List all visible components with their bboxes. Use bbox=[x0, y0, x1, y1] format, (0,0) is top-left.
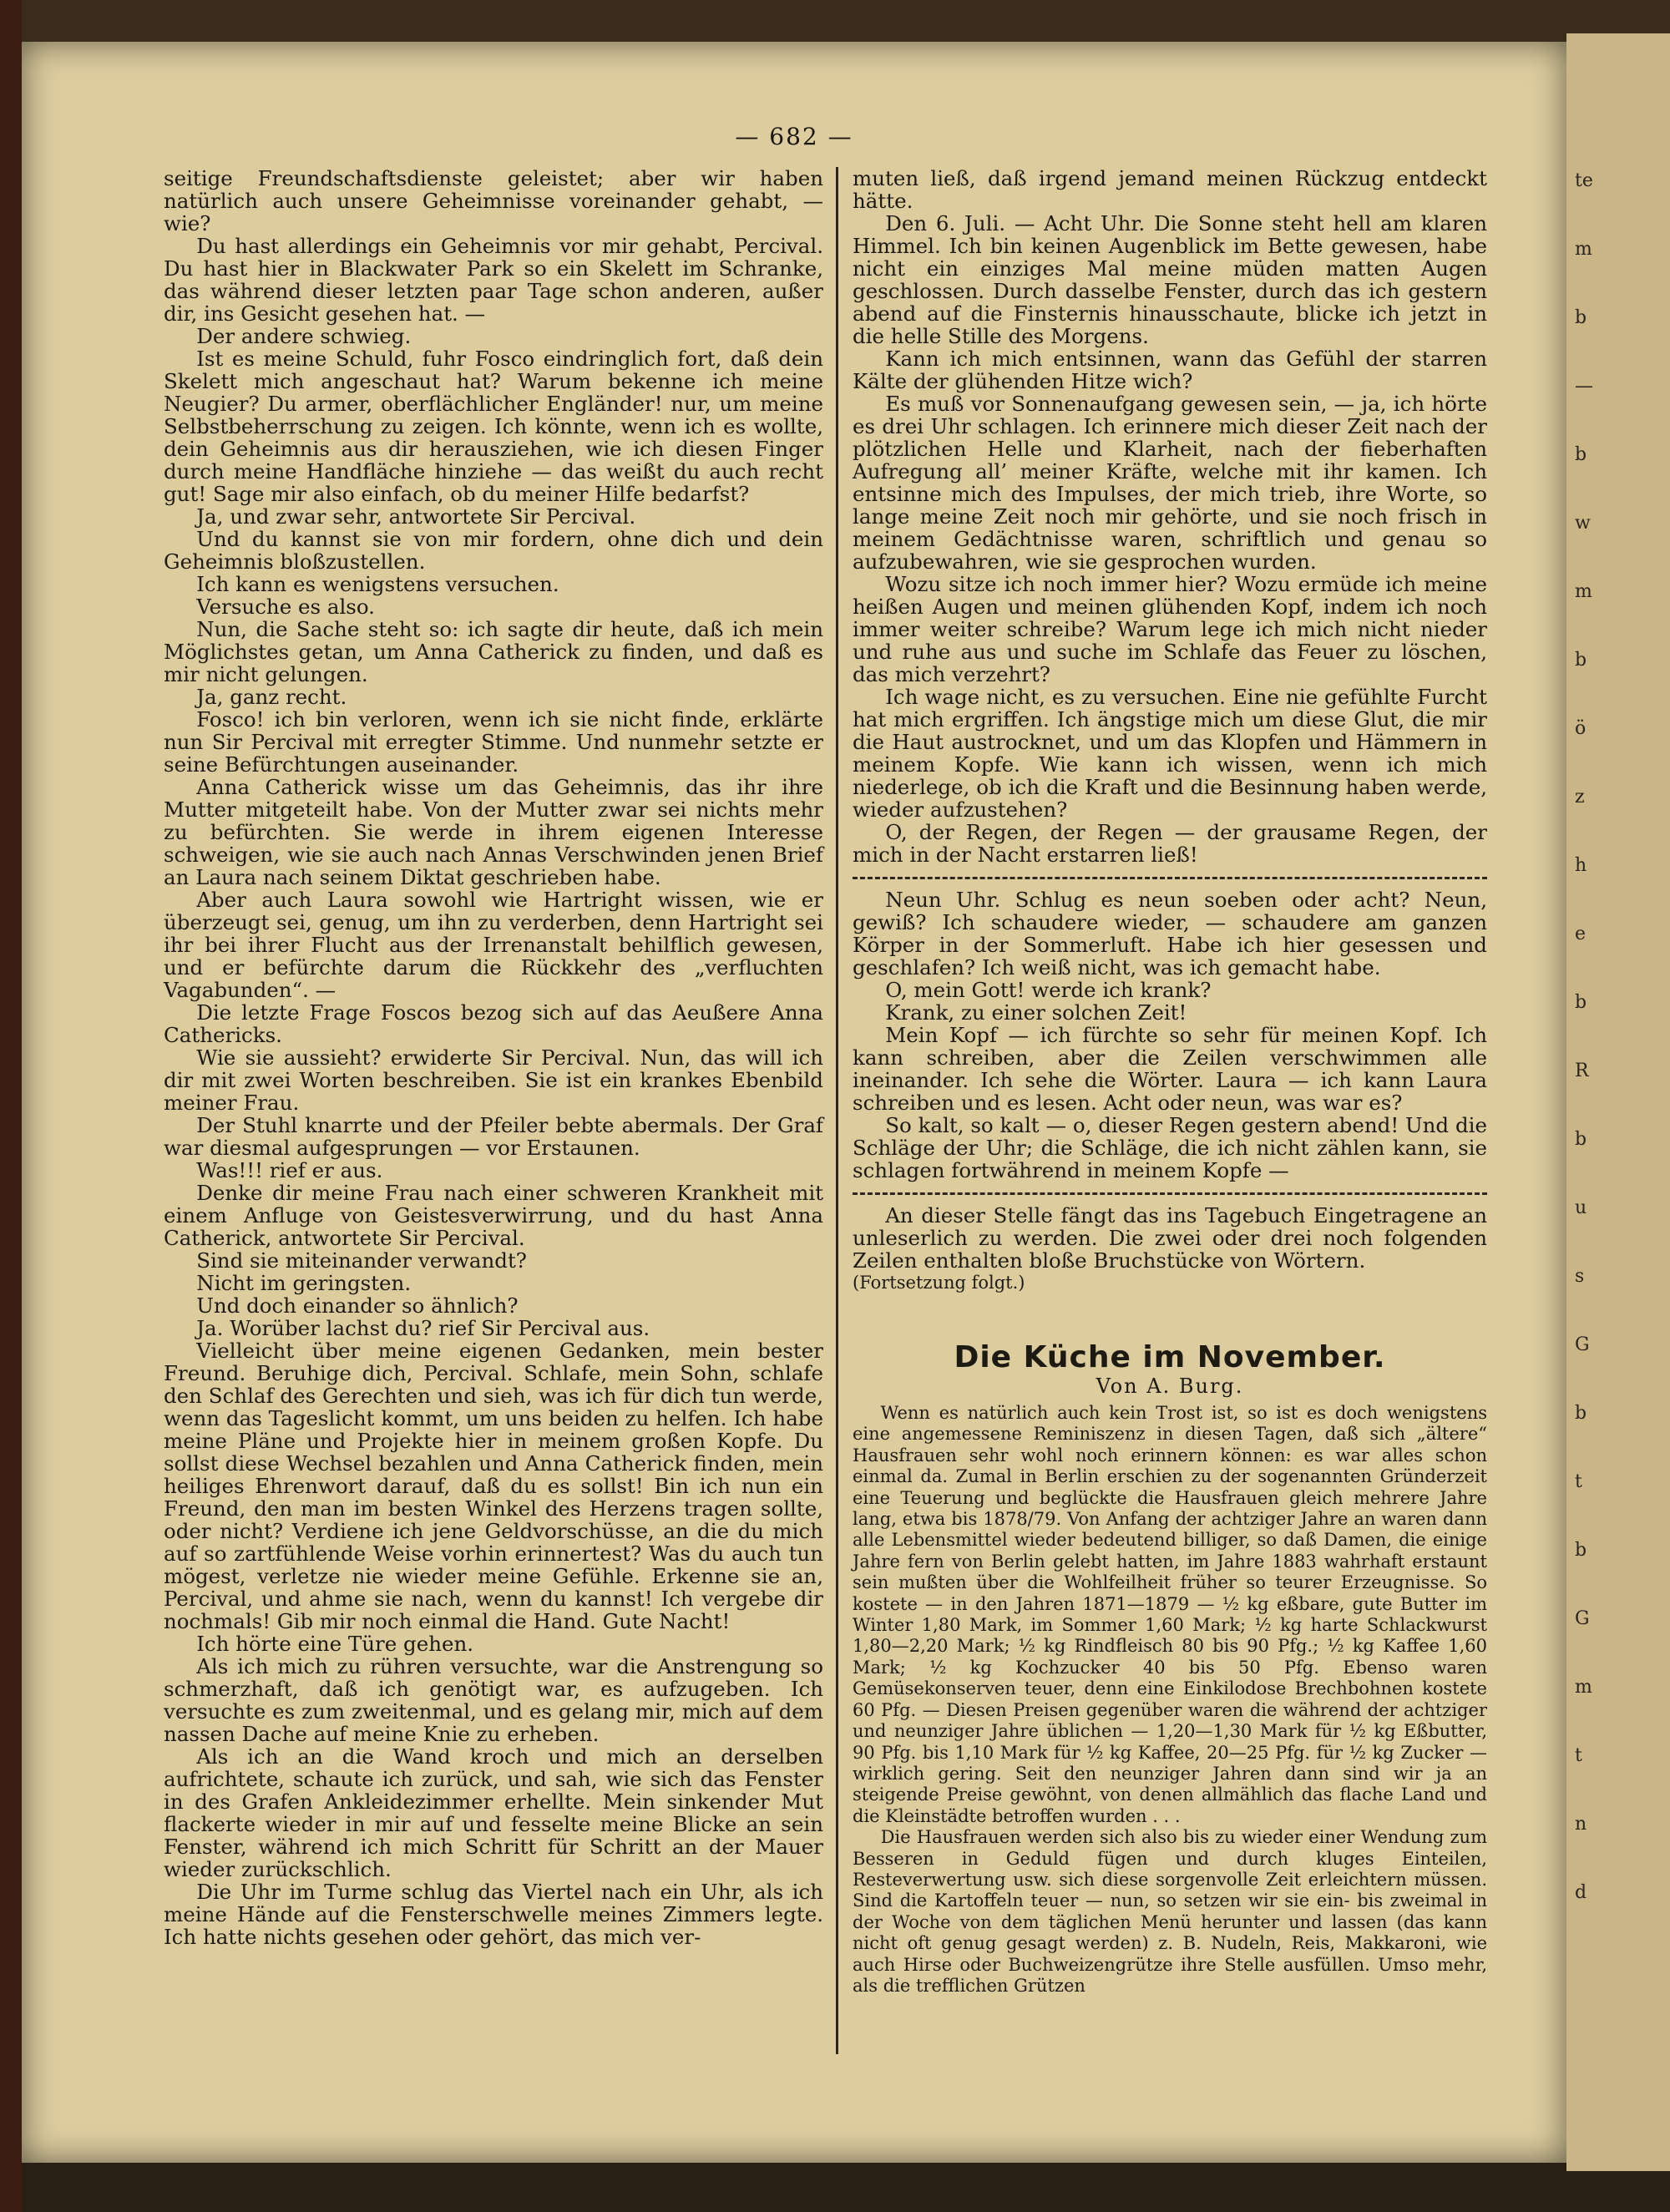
adjacent-page-fragment: z bbox=[1575, 787, 1585, 807]
paragraph: Krank, zu einer solchen Zeit! bbox=[885, 1000, 1187, 1025]
paragraph: muten ließ, daß irgend jemand meinen Rückzug entdeckt hätte. bbox=[853, 166, 1487, 213]
adjacent-page-fragment: — bbox=[1575, 376, 1593, 397]
paragraph: Die Uhr im Turme schlug das Viertel nach ein Uhr, als ich meine Hände auf die Fensterschwelle meines Zimmers legte. Ich hatte nichts gesehen oder gehört, das mich ver- bbox=[164, 1880, 823, 1949]
paragraph: Ich wage nicht, es zu versuchen. Eine nie gefühlte Furcht hat mich ergriffen. Ich ängstige mich um diese Glut, die mir die Haut austrocknet, und um das Klopfen und Hämmern in meinem Kopfe. Wie kann ich wissen, wenn ich mich niederlege, ob ich die Kraft und die Besinnung haben werde, wieder aufzustehen? bbox=[853, 685, 1487, 822]
adjacent-page-fragment: h bbox=[1575, 855, 1587, 876]
page-number: — 682 — bbox=[735, 123, 853, 150]
paragraph: Du hast allerdings ein Geheimnis vor mir gehabt, Percival. Du hast hier in Blackwater Park so ein Skelett im Schranke, das während dieser letzten paar Tage schon anderen, außer dir, ins Gesicht gesehen hat. — bbox=[164, 234, 823, 326]
adjacent-page-fragment: t bbox=[1575, 1471, 1582, 1492]
paragraph: Und du kannst sie von mir fordern, ohne dich und dein Geheimnis bloßzustellen. bbox=[164, 527, 823, 574]
adjacent-page-fragment: b bbox=[1575, 1129, 1587, 1150]
paragraph: Den 6. Juli. — Acht Uhr. Die Sonne steht hell am klaren Himmel. Ich bin keinen Augenblick im Bette gewesen, habe nicht ein einziges Mal meine müden matten Augen geschlossen. Durch dasselbe Fenster, durch das ich gestern abend auf die Finsternis hinausschaute, blicke ich jetzt in die helle Stille des Morgens. bbox=[853, 211, 1487, 348]
paragraph: Als ich mich zu rühren versuchte, war die Anstrengung so schmerzhaft, daß ich genötigt war, es aufzugeben. Ich versuchte es zum zweitenmal, und es gelang mir, mich auf dem nassen Dache auf meine Knie zu erheben. bbox=[164, 1654, 823, 1746]
adjacent-page-fragment: s bbox=[1575, 1266, 1585, 1287]
paragraph: So kalt, so kalt — o, dieser Regen gestern abend! Und die Schläge der Uhr; die Schläge, die ich nicht zählen kann, sie schlagen fortwährend in meinem Kopfe — bbox=[853, 1113, 1487, 1182]
paragraph: An dieser Stelle fängt das ins Tagebuch Eingetragene an unleserlich zu werden. Die zwei oder drei noch folgenden Zeilen enthalten bloße Bruchstücke von Wörtern. bbox=[853, 1203, 1487, 1273]
adjacent-page-fragment: b bbox=[1575, 992, 1587, 1013]
novel-continuation bbox=[853, 167, 1487, 1272]
paragraph: Als ich an die Wand kroch und mich an derselben aufrichtete, schaute ich zurück, und sah, wie sich das Fenster in des Grafen Ankleidezimmer erhellte. Mein sinkender Mut flackerte wieder in mir auf und fesselte meine Blicke an sein Fenster, während ich mich Schritt für Schritt an der Mauer wieder zurückschlich. bbox=[164, 1744, 823, 1881]
adjacent-page-fragment: n bbox=[1575, 1814, 1587, 1835]
article-paragraph: Wenn es natürlich auch kein Trost ist, so ist es doch wenigstens eine angemessene Reminiszenz in diesen Tagen, daß sich „ältere“ Hausfrauen sehr wohl noch erinnern können: es war alles schon einmal da. Zumal in Berlin erschien zu der sogenannten Gründerzeit eine Teuerung und beglückte die Hausfrauen gleich mehrere Jahre lang, etwa bis 1878/79. Von Anfang der achtziger Jahre an waren dann alle Lebensmittel wieder bedeutend billiger, so daß Damen, die einige Jahre fern von Berlin gelebt hatten, im Jahre 1883 wahrhaft erstaunt sein mußten über die Wohlfeilheit früher so teurer Erzeugnisse. So kostete — in den Jahren 1871—1879 — ½ kg eßbare, gute Butter im Winter 1,80 Mark, im Sommer 1,60 Mark; ½ kg harte Schlackwurst 1,80—2,20 Mark; ½ kg Rindfleisch 80 bis 90 Pfg.; ½ kg Kaffee 1,60 Mark; ½ kg Kochzucker 40 bis 50 Pfg. Ebenso waren Gemüsekonserven teuer, denn eine Einkilodose Brechbohnen kostete 60 Pfg. — Diesen Preisen gegenüber waren die während der achtziger und neunziger Jahre üblichen — 1,20—1,30 Mark für ½ kg Eßbutter, 90 Pfg. bis 1,10 Mark für ½ kg Kaffee, 20—25 Pfg. für ½ kg Zucker — wirklich gering. Seit den neunziger Jahren dann sind wir ja an steigende Preise gewöhnt, von denen allmählich das flache Land und die Kleinstädte betroffen wurden . . . bbox=[853, 1403, 1487, 1826]
paragraph: O, mein Gott! werde ich krank? bbox=[885, 978, 1212, 1002]
paragraph: Der Stuhl knarrte und der Pfeiler bebte abermals. Der Graf war diesmal aufgesprungen — vor Erstaunen. bbox=[164, 1113, 823, 1160]
paragraph: Die letzte Frage Foscos bezog sich auf das Aeußere Anna Cathericks. bbox=[164, 1000, 823, 1047]
adjacent-page-fragment: d bbox=[1575, 1882, 1587, 1903]
adjacent-page-fragment: G bbox=[1575, 1608, 1590, 1629]
adjacent-page-fragment: te bbox=[1575, 170, 1593, 191]
article-byline: Von A. Burg. bbox=[1096, 1374, 1244, 1398]
paragraph: Mein Kopf — ich fürchte so sehr für meinen Kopf. Ich kann schreiben, aber die Zeilen verschwimmen alle ineinander. Ich sehe die Wörter. Laura — ich kann Laura schreiben und es lesen. Acht oder neun, was war es? bbox=[853, 1023, 1487, 1115]
adjacent-page-fragment: m bbox=[1575, 581, 1592, 602]
paragraph: Wozu sitze ich noch immer hier? Wozu ermüde ich meine heißen Augen und meinen glühenden Kopf, indem ich noch immer weiter schreibe? Warum lege ich mich nicht nieder und ruhe aus und suche im Schlafe das Feuer zu löschen, das mich verzehrt? bbox=[853, 572, 1487, 686]
paragraph: Anna Catherick wisse um das Geheimnis, das ihr ihre Mutter mitgeteilt habe. Von der Mutter zwar sei nichts mehr zu befürchten. Sie werde in ihrem eigenen Interesse schweigen, wie sie auch nach Annas Verschwinden jenen Brief an Laura nach seinem Diktat geschrieben habe. bbox=[164, 775, 823, 889]
adjacent-page-fragment: w bbox=[1575, 513, 1591, 534]
article-body bbox=[853, 1403, 1487, 1997]
paragraph: Ja, und zwar sehr, antwortete Sir Percival. bbox=[196, 504, 636, 529]
adjacent-page-fragment: ö bbox=[1575, 718, 1586, 739]
paragraph: Fosco! ich bin verloren, wenn ich sie nicht finde, erklärte nun Sir Percival mit erregter Stimme. Und nunmehr setzte er seine Befürchtungen auseinander. bbox=[164, 707, 823, 777]
paragraph: Ja. Worüber lachst du? rief Sir Percival aus. bbox=[196, 1316, 650, 1340]
paragraph: Und doch einander so ähnlich? bbox=[196, 1293, 519, 1318]
paragraph: Was!!! rief er aus. bbox=[196, 1158, 383, 1182]
dash-separator bbox=[853, 866, 1487, 888]
paragraph: Vielleicht über meine eigenen Gedanken, mein bester Freund. Beruhige dich, Percival. Schlafe, mein Sohn, schlafe den Schlaf des Gerechten und sieh, was ich für dich tun werde, wenn das Tageslicht kommt, um uns beiden zu helfen. Ich habe meine Pläne und Projekte hier in meinem großen Kopfe. Du sollst diese Wechsel bezahlen und Anna Catherick finden, mein heiliges Ehrenwort darauf, daß du es sollst! Bin ich nun ein Freund, den man im besten Winkel des Herzens tragen sollte, oder nicht? Verdiene ich jene Geldvorschüsse, an die du mich auf so zartfühlende Weise vorhin erinnertest? Was du auch tun mögest, verletze nie wieder meine Gefühle. Erkenne sie an, Percival, und ahme sie nach, wenn du kannst! Ich vergebe dir nochmals! Gib mir noch einmal die Hand. Gute Nacht! bbox=[164, 1339, 823, 1633]
adjacent-page-fragment: m bbox=[1575, 239, 1592, 260]
paragraph: Versuche es also. bbox=[196, 595, 375, 619]
paragraph: Ist es meine Schuld, fuhr Fosco eindringlich fort, daß dein Skelett mich angeschaut hat? Warum bekenne ich meine Neugier? Du armer, oberflächlicher Engländer! nur, um meine Selbstbeherrschung zu zeigen. Ich könnte, wenn ich es wollte, dein Geheimnis aus dir herausziehen, wie ich diesen Finger durch meine Handfläche hinziehe — das weißt du auch recht gut! Sage mir also einfach, ob du meiner Hilfe bedarfst? bbox=[164, 347, 823, 506]
adjacent-page-fragment: b bbox=[1575, 444, 1587, 465]
paragraph: Ich hörte eine Türe gehen. bbox=[196, 1632, 474, 1656]
paragraph: Der andere schwieg. bbox=[196, 324, 412, 348]
adjacent-page-fragment: G bbox=[1575, 1334, 1590, 1355]
paragraph: Nicht im geringsten. bbox=[196, 1271, 412, 1295]
adjacent-page-fragment: u bbox=[1575, 1197, 1587, 1218]
paragraph: Denke dir meine Frau nach einer schweren Krankheit mit einem Anfluge von Geistesverwirrung, und du hast Anna Catherick, antwortete Sir Percival. bbox=[164, 1181, 823, 1250]
paragraph: Es muß vor Sonnenaufgang gewesen sein, — ja, ich hörte es drei Uhr schlagen. Ich erinnere mich dieser Zeit nach der plötzlichen Helle und Klarheit, nach der fieberhaften Aufregung all’ meiner Kräfte, welche mit ihr kamen. Ich entsinne mich des Impulses, der mich trieb, ihre Worte, so lange meine Zeit noch mir gehörte, und sie noch frisch in meinem Gedächtnisse waren, schriftlich und genau so aufzubewahren, wie sie gesprochen wurden. bbox=[853, 392, 1487, 574]
adjacent-page-edge bbox=[1566, 33, 1670, 2171]
paragraph: Nun, die Sache steht so: ich sagte dir heute, daß ich mein Möglichstes getan, um Anna Catherick zu finden, und daß es mir nicht gelungen. bbox=[164, 617, 823, 686]
right-column bbox=[853, 167, 1487, 1997]
top-edge bbox=[0, 0, 1670, 42]
adjacent-page-fragment: b bbox=[1575, 1540, 1587, 1561]
adjacent-page-fragment: b bbox=[1575, 1403, 1587, 1424]
left-column bbox=[164, 167, 823, 1948]
paragraph: Ich kann es wenigstens versuchen. bbox=[196, 572, 559, 596]
column-divider bbox=[836, 167, 838, 2054]
paragraph: seitige Freundschaftsdienste geleistet; aber wir haben natürlich auch unsere Geheimnisse voreinander gehabt, — wie? bbox=[164, 166, 823, 235]
paragraph: Sind sie miteinander verwandt? bbox=[196, 1248, 527, 1273]
article-paragraph: Die Hausfrauen werden sich also bis zu wieder einer Wendung zum Besseren in Geduld fügen und durch kluges Einteilen, Resteverwertung usw. sich diese sorgenvolle Zeit erleichtern müssen. Sind die Kartoffeln teuer — nun, so setzen wir sie ein- bis zweimal in der Woche von dem täglichen Menü herunter und lassen (das kann nicht oft genug gesagt werden) z. B. Nudeln, Reis, Makkaroni, wie auch Hirse oder Buchweizengrütze ihre Stelle ausfüllen. Umso mehr, als die trefflichen Grützen bbox=[853, 1827, 1487, 1996]
adjacent-page-fragment: m bbox=[1575, 1677, 1592, 1698]
adjacent-page-fragment: b bbox=[1575, 307, 1587, 328]
adjacent-page-fragment: R bbox=[1575, 1060, 1589, 1081]
adjacent-page-fragment: b bbox=[1575, 650, 1587, 671]
adjacent-page-fragment: e bbox=[1575, 924, 1586, 944]
continued-note: (Fortsetzung folgt.) bbox=[853, 1273, 1025, 1293]
paragraph: Neun Uhr. Schlug es neun soeben oder acht? Neun, gewiß? Ich schaudere wieder, — schaudere am ganzen Körper in der Sommerluft. Habe ich hier gesessen und geschlafen? Ich weiß nicht, was ich gemacht habe. bbox=[853, 888, 1487, 979]
left-edge bbox=[0, 0, 22, 2212]
paragraph: O, der Regen, der Regen — der grausame Regen, der mich in der Nacht erstarren ließ! bbox=[853, 820, 1487, 867]
adjacent-page-fragment: t bbox=[1575, 1745, 1582, 1766]
paragraph: Wie sie aussieht? erwiderte Sir Percival. Nun, das will ich dir mit zwei Worten beschreiben. Sie ist ein krankes Ebenbild meiner Frau. bbox=[164, 1045, 823, 1115]
paragraph: Aber auch Laura sowohl wie Hartright wissen, wie er überzeugt sei, genug, um ihn zu verderben, denn Hartright sei ihr bei ihrer Flucht aus der Irrenanstalt behilflich gewesen, und er befürchte darum die Rückkehr des „verfluchten Vagabunden“. — bbox=[164, 888, 823, 1002]
article-title: Die Küche im November. bbox=[954, 1340, 1386, 1374]
newspaper-page bbox=[22, 42, 1566, 2163]
paragraph: Ja, ganz recht. bbox=[196, 685, 347, 709]
paragraph: Kann ich mich entsinnen, wann das Gefühl der starren Kälte der glühenden Hitze wich? bbox=[853, 347, 1487, 393]
dash-separator bbox=[853, 1182, 1487, 1204]
